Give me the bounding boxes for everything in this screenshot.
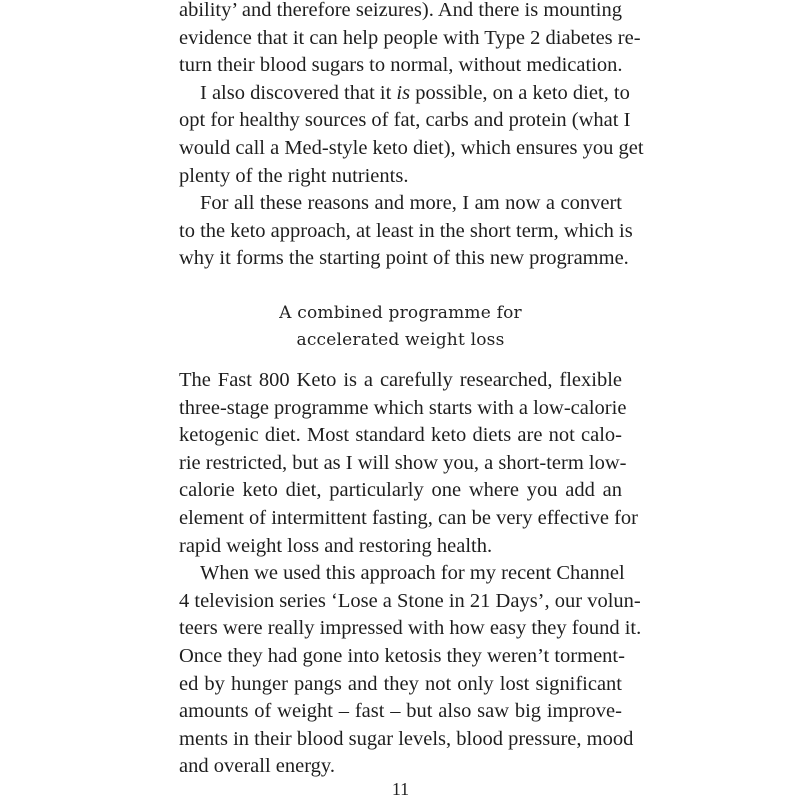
text-line: evidence that it can help people with Type 2 diabetes re-	[179, 26, 641, 49]
text-line: rapid weight loss and restoring health.	[179, 534, 493, 557]
italic-emphasis: is	[396, 81, 411, 104]
text-line: ments in their blood sugar levels, blood pressure, mood	[179, 727, 634, 750]
text-line: three-stage programme which starts with a low-calorie	[179, 396, 627, 419]
text-line: and overall energy.	[179, 755, 335, 778]
text-line: When we used this approach for my recent Channel	[200, 562, 625, 585]
paragraph-med-style-keto	[179, 80, 644, 190]
text-line: plenty of the right nutrients.	[179, 164, 409, 187]
text-line: For all these reasons and more, I am now a convert	[200, 192, 622, 215]
text-line: Once they had gone into ketosis they weren’t torment-	[179, 644, 625, 667]
text-line: The Fast 800 Keto is a carefully researched, flexible	[179, 369, 622, 391]
text-run: possible, on a keto diet, to	[410, 81, 630, 104]
text-line: ketogenic diet. Most standard keto diets are not calo-	[179, 424, 622, 447]
text-line: element of intermittent fasting, can be very effective for	[179, 506, 638, 529]
paragraph-channel-4	[179, 560, 642, 781]
text-line: teers were really impressed with how easy they found it.	[179, 617, 642, 640]
section-heading	[179, 300, 622, 354]
heading-line: A combined programme for	[279, 303, 522, 323]
page-number: 11	[391, 779, 410, 799]
top-section	[179, 0, 644, 273]
text-line: 4 television series ‘Lose a Stone in 21 Days’, our volun-	[179, 589, 641, 612]
text-line: to the keto approach, at least in the short term, which is	[179, 219, 633, 242]
text-line: ability’ and therefore seizures). And there is mounting	[179, 0, 622, 21]
text-line: rie restricted, but as I will show you, a short-term low-	[179, 451, 627, 474]
text-line: amounts of weight – fast – but also saw big improve-	[179, 700, 622, 723]
paragraph-continued	[179, 0, 641, 80]
text-line: turn their blood sugars to normal, without medication.	[179, 54, 623, 77]
heading-line: accelerated weight loss	[296, 330, 505, 350]
text-line: why it forms the starting point of this new programme.	[179, 247, 629, 270]
bottom-section	[179, 367, 642, 781]
paragraph-convert	[179, 190, 633, 273]
text-line: calorie keto diet, particularly one where you add an	[179, 479, 622, 502]
text-line	[179, 80, 630, 108]
text-run: I also discovered that it	[200, 81, 397, 104]
paragraph-fast-800-keto	[179, 367, 638, 560]
text-line: would call a Med-style keto diet), which ensures you get	[179, 136, 644, 159]
text-line: opt for healthy sources of fat, carbs and protein (what I	[179, 109, 631, 132]
text-line: ed by hunger pangs and they not only lost significant	[179, 672, 622, 695]
